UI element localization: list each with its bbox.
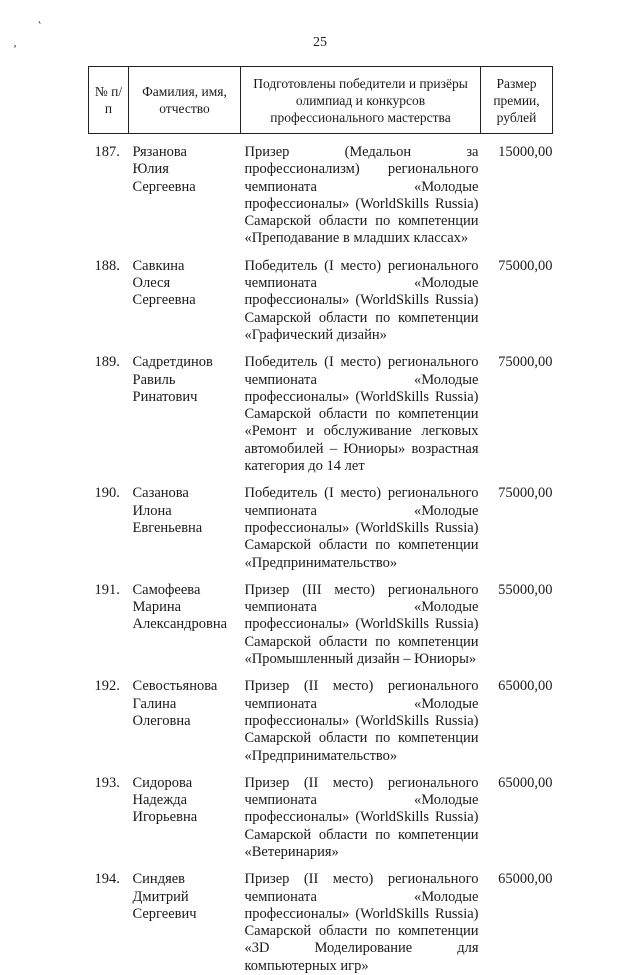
row-description: Призер (III место) регионального чемпионата «Молодые профессионалы» (WorldSkills Russia) Самарской области по компетенции «Промышленный дизайн – Юниоры» <box>244 581 479 668</box>
last-name: Садретдинов <box>132 354 213 371</box>
row-amount: 65000,00 <box>498 871 553 888</box>
row-number: 187. <box>94 144 120 160</box>
row-number: 194. <box>94 871 120 888</box>
row-number: 188. <box>94 257 120 274</box>
last-name: Самофеева <box>132 581 201 598</box>
patronymic: Евгеньевна <box>132 519 203 536</box>
table-row <box>89 871 553 975</box>
row-number: 193. <box>94 774 120 791</box>
last-name: Сидорова <box>132 774 193 791</box>
first-name: Юлия <box>132 161 169 178</box>
table-header-row <box>89 67 553 134</box>
patronymic: Сергеевна <box>132 292 196 309</box>
patronymic: Сергеевна <box>132 178 196 195</box>
row-amount: 65000,00 <box>498 774 553 791</box>
last-name: Сазанова <box>132 485 189 502</box>
table-row <box>89 144 553 248</box>
row-number: 192. <box>94 678 120 695</box>
row-amount: 55000,00 <box>498 581 553 598</box>
first-name: Илона <box>132 502 172 519</box>
first-name: Олеся <box>132 275 171 292</box>
table-row <box>89 258 553 344</box>
patronymic: Олеговна <box>132 712 191 729</box>
row-description: Победитель (I место) регионального чемпионата «Молодые профессионалы» (WorldSkills Russia) Самарской области по компетенции «Ремонт и обслуживание легковых автомобилей – Юниоры» возрастная категория до 14 лет <box>244 354 479 475</box>
header-description: Подготовлены победители и призёры олимпиад и конкурсов профессионального мастерства <box>241 67 481 134</box>
row-description: Призер (II место) регионального чемпионата «Молодые профессионалы» (WorldSkills Russia) Самарской области по компетенции «Ветеринария» <box>244 774 479 860</box>
patronymic: Александровна <box>132 616 228 633</box>
row-name <box>129 258 241 344</box>
row-description: Призер (II место) регионального чемпионата «Молодые профессионалы» (WorldSkills Russia) Самарской области по компетенции «Предпринимательство» <box>244 678 479 764</box>
scan-mark: ʼ <box>13 42 17 56</box>
row-number: 190. <box>94 485 120 502</box>
last-name: Савкина <box>132 257 185 274</box>
header-name: Фамилия, имя, отчество <box>129 67 241 134</box>
row-description: Победитель (I место) регионального чемпионата «Молодые профессионалы» (WorldSkills Russia) Самарской области по компетенции «Предпринимательство» <box>244 485 479 571</box>
first-name: Равиль <box>132 371 176 388</box>
row-amount: 65000,00 <box>498 678 553 695</box>
table-row <box>89 354 553 475</box>
header-amount: Размер премии, рублей <box>481 67 553 134</box>
row-number: 189. <box>94 354 120 371</box>
first-name: Марина <box>132 599 182 616</box>
row-name <box>129 144 241 248</box>
last-name: Севостьянова <box>132 678 218 695</box>
row-description: Призер (II место) регионального чемпионата «Молодые профессионалы» (WorldSkills Russia) Самарской области по компетенции «3D Моделирование для компьютерных игр» <box>244 871 479 974</box>
patronymic: Ринатович <box>132 388 198 405</box>
table-row <box>89 775 553 861</box>
row-name <box>129 582 241 668</box>
patronymic: Сергеевич <box>132 905 197 922</box>
row-name <box>129 485 241 571</box>
row-name <box>129 775 241 861</box>
row-name <box>129 354 241 475</box>
row-description: Призер (Медальон за профессионализм) регионального чемпионата «Молодые профессионалы» (WorldSkills Russia) Самарской области по компетенции «Преподавание в младших классах» <box>244 144 479 247</box>
table-row <box>89 485 553 571</box>
first-name: Галина <box>132 695 177 712</box>
header-number: № п/п <box>89 67 129 134</box>
row-name <box>129 678 241 764</box>
first-name: Надежда <box>132 792 188 809</box>
last-name: Синдяев <box>132 871 186 888</box>
row-amount: 75000,00 <box>498 485 553 502</box>
last-name: Рязанова <box>132 144 187 160</box>
row-amount: 15000,00 <box>498 144 553 160</box>
page-number: 25 <box>313 35 327 50</box>
row-name <box>129 871 241 975</box>
scan-mark: ˛ <box>38 10 42 24</box>
row-number: 191. <box>94 581 120 598</box>
patronymic: Игорьевна <box>132 809 198 826</box>
table-row <box>89 582 553 668</box>
first-name: Дмитрий <box>132 888 189 905</box>
row-amount: 75000,00 <box>498 354 553 371</box>
row-description: Победитель (I место) регионального чемпионата «Молодые профессионалы» (WorldSkills Russia) Самарской области по компетенции «Графический дизайн» <box>244 257 479 343</box>
awards-table <box>88 66 553 975</box>
table-row <box>89 678 553 764</box>
row-amount: 75000,00 <box>498 257 553 274</box>
